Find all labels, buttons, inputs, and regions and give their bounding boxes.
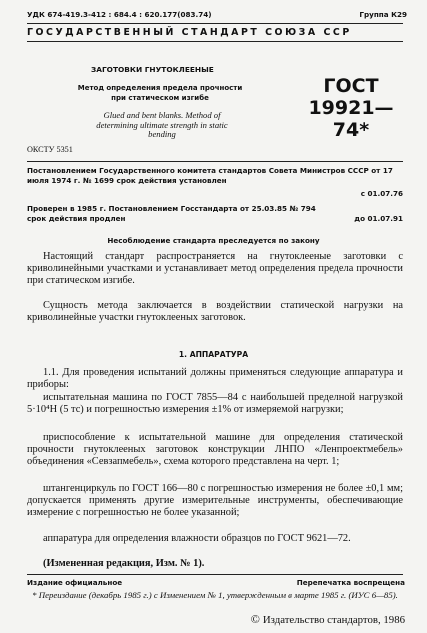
paragraph-machine: испытательная машина по ГОСТ 7855—84 с наибольшей пределной нагрузкой 5·10⁴Н (5 тс) и погрешностью измерения ±1% от измеряемой нагрузки; <box>27 392 403 416</box>
method-title <box>70 84 250 103</box>
gost-label: ГОСТ <box>323 75 379 97</box>
decree-text: Постановлением Государственного комитета стандартов Совета Министров СССР от 17 июля 1974 г. № 1699 срок действия установлен <box>27 166 393 185</box>
essence-paragraph: Сущность метода заключается в воздействии статической нагрузки на криволинейные участки гнутоклееных заготовок. <box>27 300 403 324</box>
product-title: ЗАГОТОВКИ ГНУТОКЛЕЕНЫЕ <box>91 65 214 74</box>
noncompliance-note: Несоблюдение стандарта преследуется по закону <box>107 236 320 245</box>
date-to: до 01.07.91 <box>354 214 403 223</box>
english-title: Glued and bent blanks. Method of determining ultimate strength in static bending <box>96 110 228 140</box>
reprint-footnote: * Переиздание (декабрь 1985 г.) с Изменением № 1, утвержденным в марте 1985 г. (ИУС 6—85). <box>32 590 398 600</box>
intro-paragraph: Настоящий стандарт распространяется на гнутоклееные заготовки с криволинейными участками и устанавливает метод определения предела прочности при статическом изгибе. <box>27 251 403 287</box>
revision-note: (Измененная редакция, Изм. № 1). <box>43 558 205 569</box>
decree-rule <box>27 161 403 162</box>
group-code: Группа К29 <box>359 10 407 19</box>
checked-text: Проверен в 1985 г. Постановлением Госстандарта от 25.03.85 № 794 срок действия продлен <box>27 204 316 223</box>
paragraph-fixture: приспособление к испытательной машине для определения статической прочности гнутоклееных заготовок конструкции ЛНПО «Ленпроектмебель» объединения «Севзапмебель», схема которого представлена на черт. 1; <box>27 432 403 468</box>
udk-code: УДК 674-419.3-412 : 684.4 : 620.177(083.74) <box>27 10 212 19</box>
footer-rule <box>27 574 403 575</box>
copyright <box>251 612 405 627</box>
copyright-icon: © <box>250 612 260 626</box>
copyright-text: Издательство стандартов, 1986 <box>262 613 405 626</box>
paragraph-caliper: штангенциркуль по ГОСТ 166—80 с погрешностью измерения не более ±0,1 мм; допускается применять другие измерительные инструменты, обеспечивающие измерение с погрешностью не более указанной; <box>27 483 403 519</box>
reprint-prohibited: Перепечатка воспрещена <box>296 578 405 587</box>
section-title: 1. АППАРАТУРА <box>178 350 249 359</box>
paragraph-1-1: 1.1. Для проведения испытаний должны применяться следующие аппаратура и приборы: <box>27 367 403 391</box>
header-rule <box>27 41 403 42</box>
gost-number: 19921—74* <box>308 97 394 141</box>
date-from: с 01.07.76 <box>360 189 403 198</box>
gost-designation <box>299 75 403 141</box>
okstu-code: ОКСТУ 5351 <box>27 145 73 154</box>
method-line-2: при статическом изгибе <box>111 93 209 102</box>
state-standard-heading: ГОСУДАРСТВЕННЫЙ СТАНДАРТ СОЮЗА ССР <box>27 27 352 38</box>
paragraph-moisture: аппаратура для определения влажности образцов по ГОСТ 9621—72. <box>43 533 351 544</box>
official-edition: Издание официальное <box>27 578 123 587</box>
method-line-1: Метод определения предела прочности <box>77 84 243 92</box>
top-rule <box>27 23 403 24</box>
